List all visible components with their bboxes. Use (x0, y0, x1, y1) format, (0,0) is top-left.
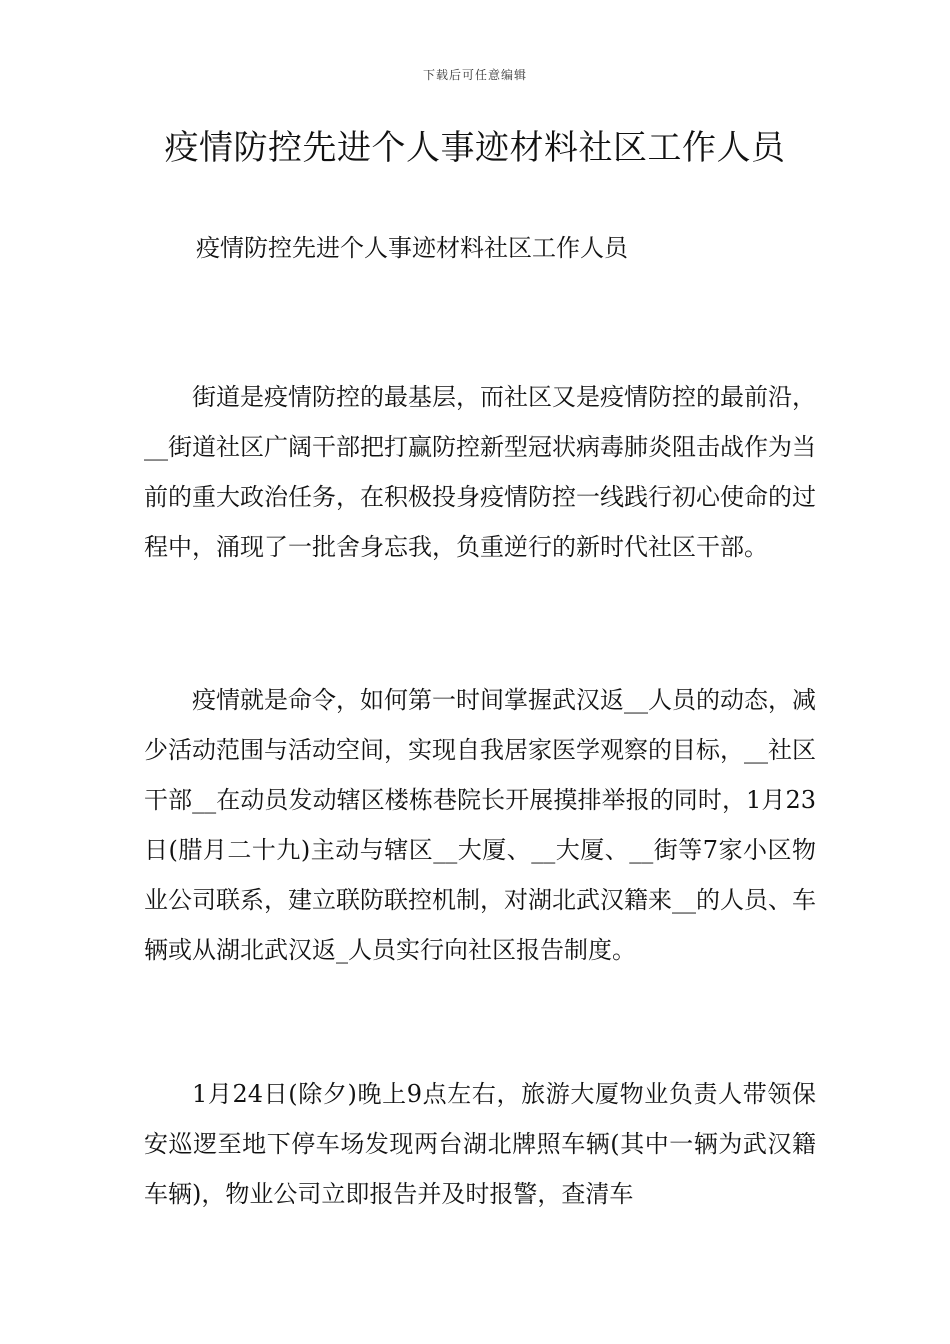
paragraph-3: 1月24日(除夕)晚上9点左右，旅游大厦物业负责人带领保安巡逻至地下停车场发现两台湖北牌照车辆(其中一辆为武汉籍车辆)，物业公司立即报告并及时报警，查清车 (144, 1080, 816, 1208)
document-subtitle: 疫情防控先进个人事迹材料社区工作人员 (196, 234, 628, 262)
document-title: 疫情防控先进个人事迹材料社区工作人员 (164, 128, 786, 168)
paragraph-1: 街道是疫情防控的最基层，而社区又是疫情防控的最前沿，__街道社区广阔干部把打赢防控新型冠状病毒肺炎阻击战作为当前的重大政治任务，在积极投身疫情防控一线践行初心使命的过程中，涌现了一批舍身忘我，负重逆行的新时代社区干部。 (144, 383, 816, 561)
header-note: 下载后可任意编辑 (422, 68, 527, 82)
paragraph-2: 疫情就是命令，如何第一时间掌握武汉返__人员的动态，减少活动范围与活动空间，实现自我居家医学观察的目标，__社区干部__在动员发动辖区楼栋巷院长开展摸排举报的同时，1月23日(腊月二十九)主动与辖区__大厦、__大厦、__街等7家小区物业公司联系，建立联防联控机制，对湖北武汉籍来__的人员、车辆或从湖北武汉返_人员实行向社区报告制度。 (144, 686, 816, 964)
